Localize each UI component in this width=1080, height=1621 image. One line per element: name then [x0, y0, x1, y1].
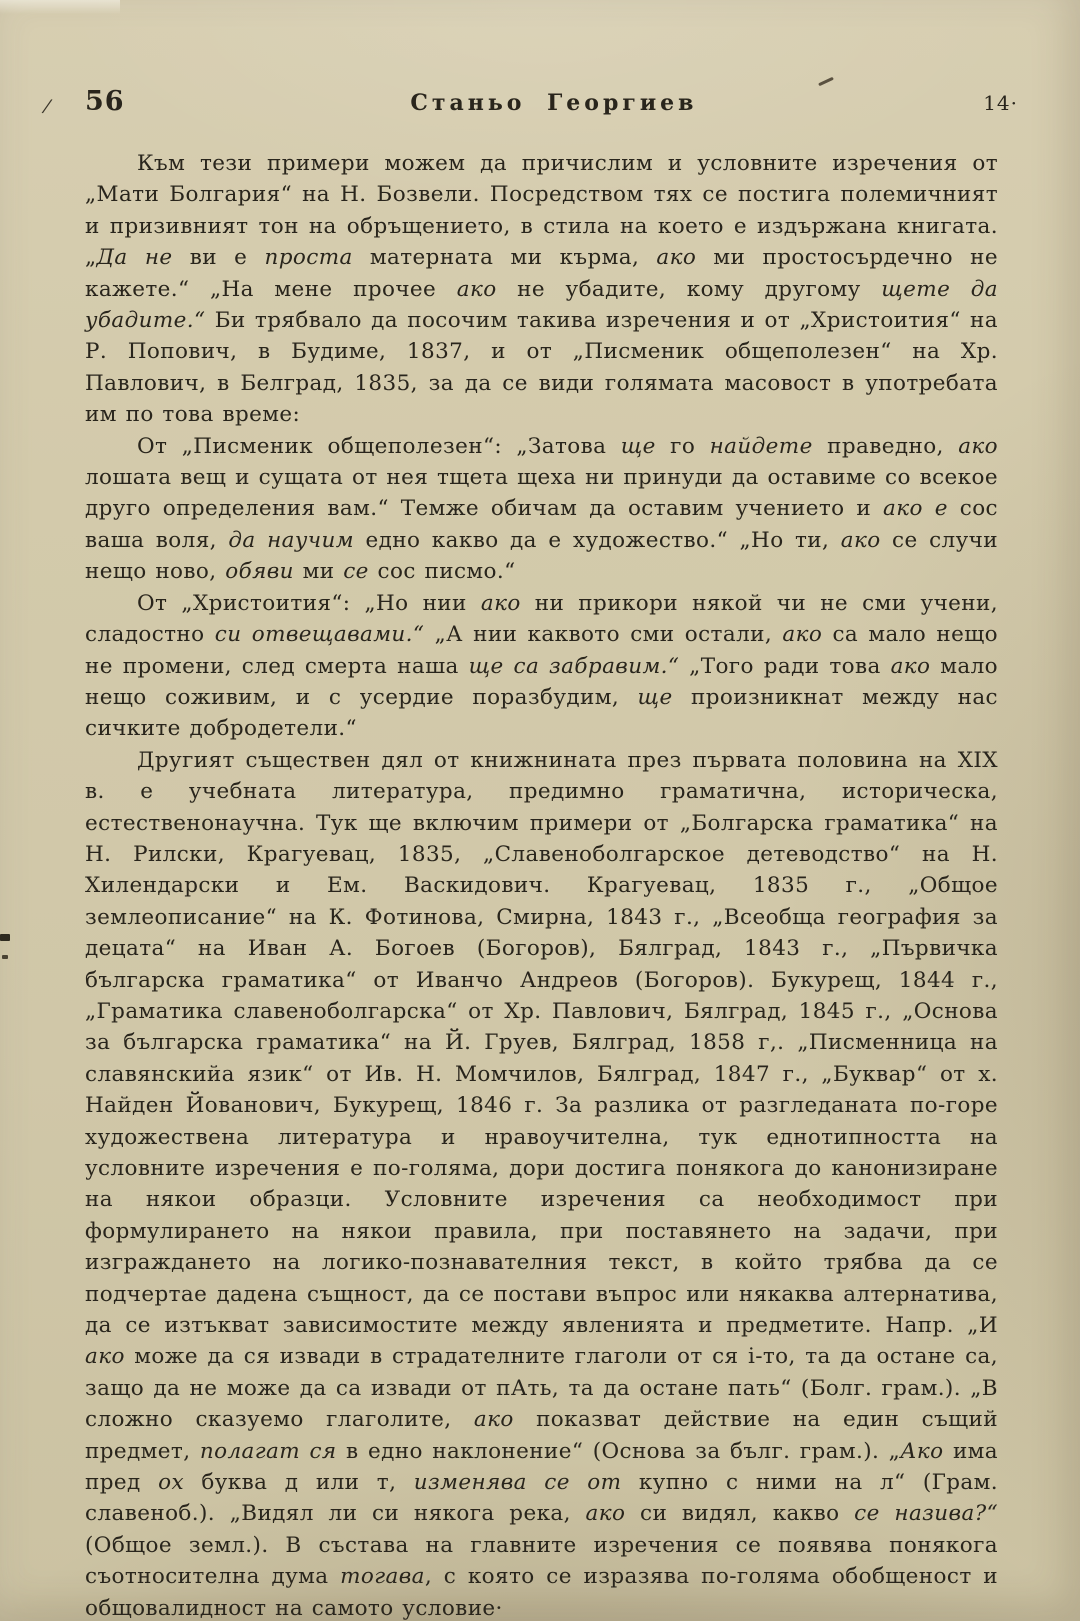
corner-mark: 14·	[983, 91, 1018, 115]
italic-text-run: Да не	[96, 245, 173, 271]
italic-text-run: ако	[782, 622, 823, 648]
italic-text-run: полагат ся	[199, 1438, 337, 1464]
text-run: ни прикори някой чи не сми учени, сладостно	[85, 590, 999, 648]
italic-text-run: обяви	[225, 559, 294, 585]
text-run: се случи нещо ново,	[85, 527, 998, 585]
text-run: не убадите, кому другому	[496, 276, 882, 302]
italic-text-run: ако	[585, 1501, 626, 1527]
text-run: праведно,	[812, 433, 959, 459]
text-run: (Общое земл.). В състава на главните изречения се появява понякога съотносителна дума	[85, 1532, 998, 1590]
text-run: От „Христоития“: „Но нии	[137, 590, 481, 616]
page-number: 56	[85, 86, 125, 117]
text-run: едно какво да е художество.“ „Но ти,	[354, 527, 841, 553]
italic-text-run: Ако	[900, 1438, 944, 1464]
italic-text-run: ако	[85, 1344, 125, 1370]
italic-text-run: се назива?“	[854, 1501, 998, 1527]
italic-text-run: ако	[890, 653, 931, 679]
italic-text-run: ако	[480, 590, 521, 616]
italic-text-run: си отвещавами.“	[214, 622, 425, 648]
scan-artifact-pen-tick	[818, 77, 834, 86]
italic-text-run: да научим	[228, 527, 355, 553]
italic-text-run: найдете	[709, 433, 813, 459]
text-run: сос писмо.“	[368, 559, 516, 585]
scan-artifact-slash: /	[42, 95, 52, 118]
paragraph	[85, 588, 998, 745]
text-run: в едно наклонение“ (Основа за бълг. грам.). „	[336, 1438, 901, 1464]
text-run: буква д или т,	[183, 1470, 414, 1496]
paragraph	[85, 148, 998, 431]
text-run: може да ся извади в страдателните глаголи от ся і-то, та да остане са, защо да не може да са извади от пАть, та да остане пать“ (Болг. грам.). „В сложно сказуемо глаголите,	[85, 1344, 998, 1433]
text-run: са мало нещо не промени, след смерта наша	[85, 622, 999, 679]
scan-corner-light	[0, 0, 120, 14]
italic-text-run: тогава	[340, 1564, 425, 1590]
page-body-text	[85, 148, 998, 1621]
text-run: си видял, какво	[625, 1501, 855, 1527]
italic-text-run: ако	[656, 245, 697, 271]
running-title: Станьо Георгиев	[410, 90, 698, 116]
scan-artifact-edge-mark	[0, 934, 10, 941]
paragraph	[85, 745, 998, 1621]
italic-text-run: ще	[620, 433, 656, 459]
text-run: купно с ними на л“ (Грам. славеноб.). „Видял ли си някога река,	[85, 1470, 999, 1527]
text-run: Би трябвало да посочим такива изречения и от „Христоития“ на Р. Попович, в Будиме, 1837, и от „Писменик общеполезен“ на Хр. Павлович, в Белград, 1835, за да се види голямата масовост в употребата им по това време:	[85, 308, 998, 428]
text-run: ми простосърдечно не кажете.“ „На мене прочее	[85, 245, 998, 302]
text-run: От „Писменик общеполезен“: „Затова	[137, 433, 621, 459]
italic-text-run: ще	[637, 684, 673, 710]
text-run: ви е	[172, 245, 265, 271]
paragraph	[85, 431, 998, 588]
italic-text-run: се	[343, 559, 369, 585]
page-header	[85, 86, 1018, 117]
italic-text-run: изменява се от	[413, 1470, 622, 1496]
italic-text-run: ако	[456, 276, 497, 302]
italic-text-run: ако	[840, 527, 881, 553]
italic-text-run: ще са забравим.“	[468, 653, 680, 679]
text-run: , с която се изразява по-голяма обобщеност и общовалидност на самото условие·	[85, 1564, 998, 1621]
text-run: го	[655, 433, 710, 459]
italic-text-run: ох	[158, 1470, 184, 1496]
italic-text-run: ако	[958, 433, 999, 459]
text-run: Към тези примери можем да причислим и условните изречения от „Мати Болгария“ на Н. Бозвели. Посредством тях се постига полемичният и призивният тон на обръщението, в стила на което е издържана книгата. „	[85, 151, 998, 271]
italic-text-run: проста	[264, 245, 353, 271]
text-run: сос ваша воля,	[85, 496, 998, 553]
text-run: ми	[293, 559, 344, 585]
italic-text-run: щете да убадите.“	[85, 276, 998, 334]
text-run: матерната ми кърма,	[352, 245, 657, 271]
italic-text-run: ако	[473, 1407, 514, 1433]
italic-text-run: ако е	[883, 496, 948, 522]
text-run: показват действие на един същий предмет,	[85, 1407, 998, 1464]
text-run: произникнат между нас сичките добродетели.“	[85, 684, 998, 742]
text-run: мало нещо соживим, и с усердие поразбудим,	[85, 653, 998, 710]
text-run: „А нии каквото сми остали,	[424, 622, 783, 648]
text-run: Другият съществен дял от книжнината през първата половина на XIX в. е учебната литература, предимно граматична, историческа, естественонаучна. Тук ще включим примери от „Болгарска граматика“ на Н. Рилски, Крагуевац, 1835, „Славеноболгарское детеводство“ на Н. Хилендарски и Ем. Васкидович. Крагуевац, 1835 г., „Общое землеописание“ на К. Фотинова, Смирна, 1843 г., „Всеобща география за децата“ на Иван А. Богоев (Богоров), Бялград, 1843 г., „Първичка българска граматика“ от Иванчо Андреов (Богоров). Букурещ, 1844 г., „Граматика славеноболгарска“ от Хр. Павлович, Бялград, 1845 г., „Основа за българска граматика“ на Й. Груев, Бялград, 1858 г,. „Писменница на славянскийа язик“ от Ив. Н. Момчилов, Бялград, 1847 г., „Буквар“ от х. Найден Йованович, Букурещ, 1846 г. За разлика от разгледаната по-горе художествена литература и нравоучителна, тук еднотипността на условните изречения е по-голяма, дори достига понякога до канонизиране на някои образци. Условните изречения са необходимост при формулирането на някои правила, при поставянето на задачи, при изграждането на логико-познавателния текст, в който трябва да се подчертае дадена същност, да се постави въпрос или някаква алтернатива, да се изтъкват зависимостите между явленията и предметите. Напр. „И	[85, 747, 998, 1339]
text-run: лошата вещ и сущата от нея тщета щеха ни принуди да оставиме со всекое друго определения вам.“ Темже обичам да оставим учението и	[85, 465, 998, 522]
text-run: има пред	[85, 1438, 999, 1496]
text-run: „Того ради това	[679, 653, 891, 679]
scan-artifact-edge-mark	[2, 955, 8, 959]
